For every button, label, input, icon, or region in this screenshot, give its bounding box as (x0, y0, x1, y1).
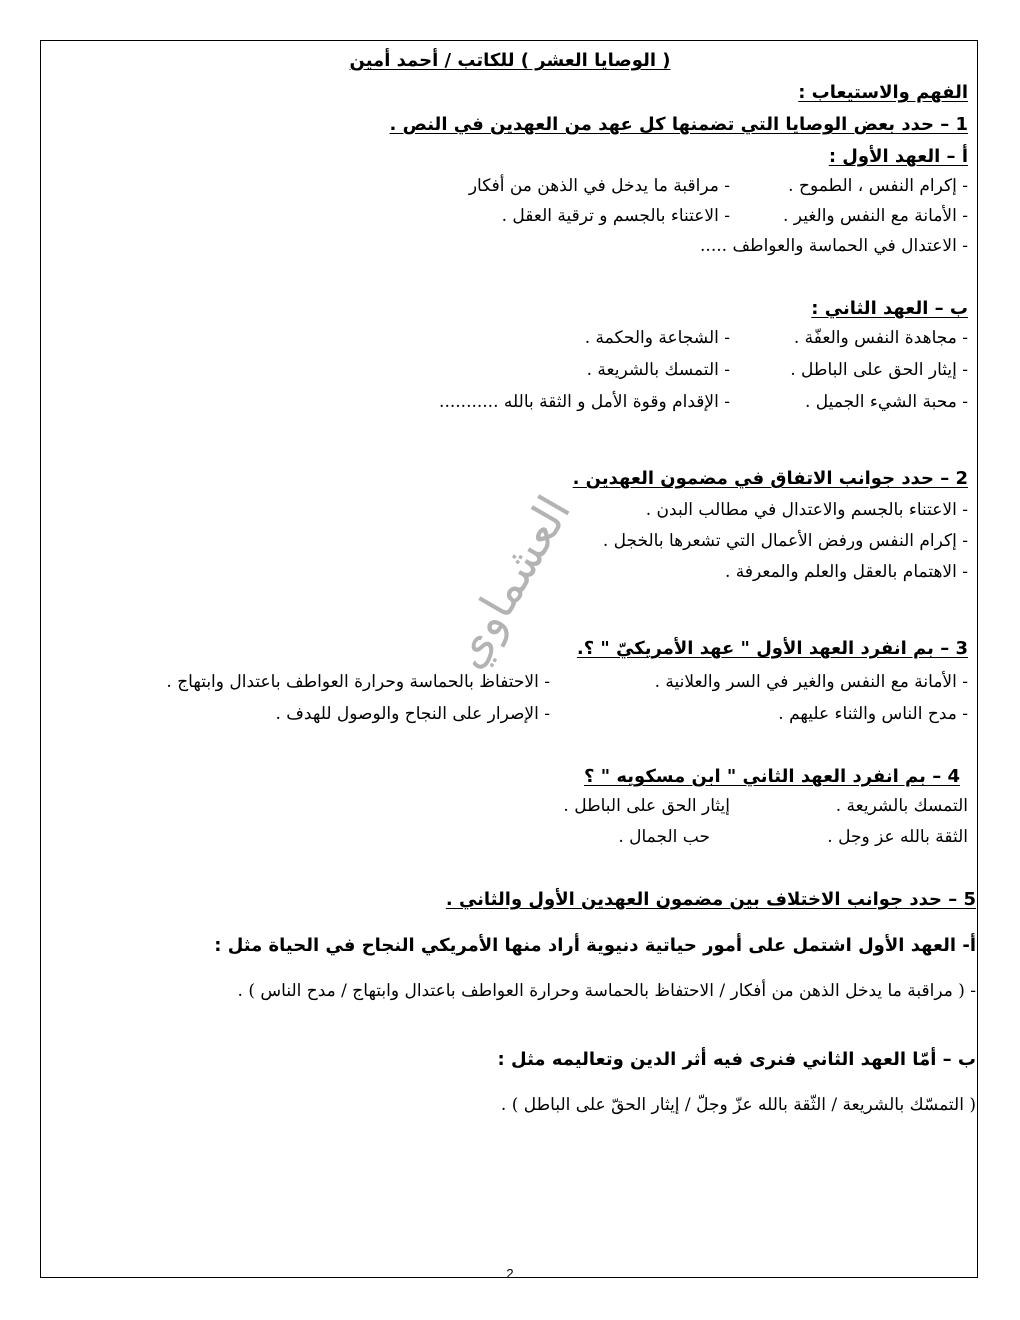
q1-part-a-heading: أ – العهد الأول : (828, 146, 968, 167)
q1-a-item: - الاعتناء بالجسم و ترقية العقل . (501, 206, 730, 226)
q3-item: - مدح الناس والثناء عليهم . (778, 704, 968, 724)
question-2: 2 – حدد جوانب الاتفاق في مضمون العهدين . (572, 468, 968, 489)
question-3: 3 – بم انفرد العهد الأول " عهد الأمريكيّ " ؟. (576, 638, 968, 659)
q2-item: - الاهتمام بالعقل والعلم والمعرفة . (725, 562, 968, 582)
q5-part-b-text: ( التمسّك بالشريعة / الثّقة بالله عزّ وجلّ / إيثار الحقّ على الباطل ) . (500, 1095, 976, 1115)
q5-part-a-heading: أ- العهد الأول اشتمل على أمور حياتية دنيوية أراد منها الأمريكي النجاح في الحياة مثل : (214, 935, 976, 956)
q3-item: - الإصرار على النجاح والوصول للهدف . (275, 704, 550, 724)
watermark-signature: العشماوي (440, 486, 582, 677)
q1-b-item: - محبة الشيء الجميل . (804, 392, 968, 412)
q5-part-a-text: - ( مراقبة ما يدخل الذهن من أفكار / الاحتفاظ بالحماسة وحرارة العواطف باعتدال وابتهاج / مدح الناس ) . (237, 981, 976, 1001)
q4-item: حب الجمال . (618, 827, 710, 847)
page-number: 2 (506, 1266, 514, 1281)
q1-a-item: - إكرام النفس ، الطموح . (788, 176, 968, 196)
q1-a-item: - الاعتدال في الحماسة والعواطف ..... (700, 236, 968, 256)
q1-b-item: - إيثار الحق على الباطل . (790, 360, 968, 380)
q4-item: إيثار الحق على الباطل . (563, 796, 730, 816)
question-1: 1 – حدد بعض الوصايا التي تضمنها كل عهد من العهدين في النص . (389, 114, 968, 135)
q5-part-b-heading: ب – أمّا العهد الثاني فنرى فيه أثر الدين وتعاليمه مثل : (497, 1049, 976, 1070)
q1-b-item: - مجاهدة النفس والعفّة . (793, 328, 968, 348)
q3-item: - الأمانة مع النفس والغير في السر والعلانية . (654, 672, 968, 692)
q3-item: - الاحتفاظ بالحماسة وحرارة العواطف باعتدال وابتهاج . (166, 672, 550, 692)
q1-a-item: - الأمانة مع النفس والغير . (783, 206, 968, 226)
question-5: 5 – حدد جوانب الاختلاف بين مضمون العهدين الأول والثاني . (445, 889, 976, 910)
q1-a-item: - مراقبة ما يدخل في الذهن من أفكار (468, 176, 730, 196)
q4-item: الثقة بالله عز وجل . (827, 827, 968, 847)
q2-item: - الاعتناء بالجسم والاعتدال في مطالب البدن . (645, 500, 968, 520)
q1-b-item: - الإقدام وقوة الأمل و الثقة بالله ........... (439, 392, 730, 412)
q1-b-item: - الشجاعة والحكمة . (584, 328, 730, 348)
q4-item: التمسك بالشريعة . (835, 796, 968, 816)
q1-b-item: - التمسك بالشريعة . (586, 360, 730, 380)
document-title: ( الوصايا العشر ) للكاتب / أحمد أمين (349, 50, 671, 71)
q2-item: - إكرام النفس ورفض الأعمال التي تشعرها بالخجل . (602, 531, 968, 551)
section-heading: الفهم والاستيعاب : (798, 82, 968, 103)
q1-part-b-heading: ب – العهد الثاني : (811, 298, 968, 319)
question-4: 4 – بم انفرد العهد الثاني " ابن مسكويه " ؟ (584, 766, 960, 787)
